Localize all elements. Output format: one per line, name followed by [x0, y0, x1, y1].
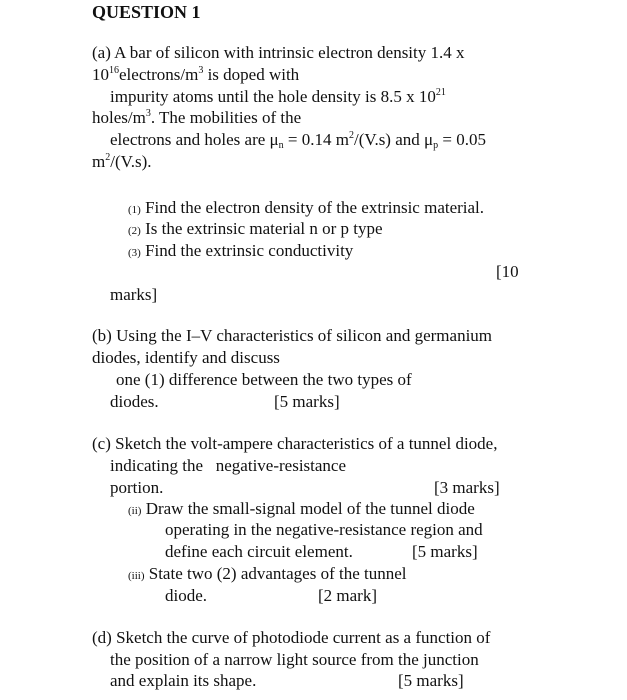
part-b-line-3: one (1) difference between the two types of [116, 370, 412, 389]
part-c-iii-line-2: diode. [165, 586, 208, 605]
part-d-line-3: and explain its shape. [110, 671, 257, 690]
list-item: (2) Is the extrinsic material n or p type [128, 219, 383, 238]
part-c-ii-line-1: (ii) Draw the small-signal model of the tunnel diode [128, 499, 475, 518]
part-c-ii-line-3: define each circuit element. [165, 542, 353, 561]
part-c-line-1: (c) Sketch the volt-ampere characteristics of a tunnel diode, [92, 434, 498, 453]
part-b-line-4: diodes. [110, 392, 159, 411]
part-a-line-4: holes/$m^3$. The mobilities of the [92, 108, 302, 127]
part-a-marks-close: marks] [110, 285, 158, 304]
part-a-marks-open: [10 [496, 262, 519, 281]
part-c-ii-line-2: operating in the negative-resistance region and [165, 520, 483, 539]
part-a-line-3: impurity atoms until the hole density is 8.5 x $10^{21}$ [110, 87, 446, 106]
part-c-iii-marks: [2 mark] [318, 586, 378, 605]
part-c-iii-line-1: (iii) State two (2) advantages of the tunnel [128, 564, 407, 583]
part-d-line-1: (d) Sketch the curve of photodiode current as a function of [92, 628, 491, 647]
part-c-line-3: portion. [110, 478, 164, 497]
part-c-ii-marks: [5 marks] [412, 542, 478, 561]
part-b-marks: [5 marks] [274, 392, 340, 411]
part-a-line-2: $10^{16}electrons/m^3$ is doped with [92, 65, 300, 84]
part-b-line-1: (b) Using the I–V characteristics of silicon and germanium [92, 326, 493, 345]
list-item: (1) Find the electron density of the extrinsic material. [128, 198, 485, 217]
list-item: (3) Find the extrinsic conductivity [128, 241, 354, 260]
question-title: QUESTION 1 [92, 2, 201, 22]
part-a-line-1: (a) A bar of silicon with intrinsic electron density 1.4 x [92, 43, 465, 62]
part-a-line-6: $m^2/(V.s)$. [92, 152, 152, 171]
part-d-line-2: the position of a narrow light source from the junction [110, 650, 479, 669]
part-c-marks: [3 marks] [434, 478, 500, 497]
part-d-marks: [5 marks] [398, 671, 464, 690]
part-a-line-5: electrons and holes are $\mu_n = 0.14$ $m^2/(V.s)$ and $\mu_p = 0.05$ [110, 130, 486, 151]
part-b-line-2: diodes, identify and discuss [92, 348, 280, 367]
part-c-line-2: indicating the negative-resistance [110, 456, 347, 475]
